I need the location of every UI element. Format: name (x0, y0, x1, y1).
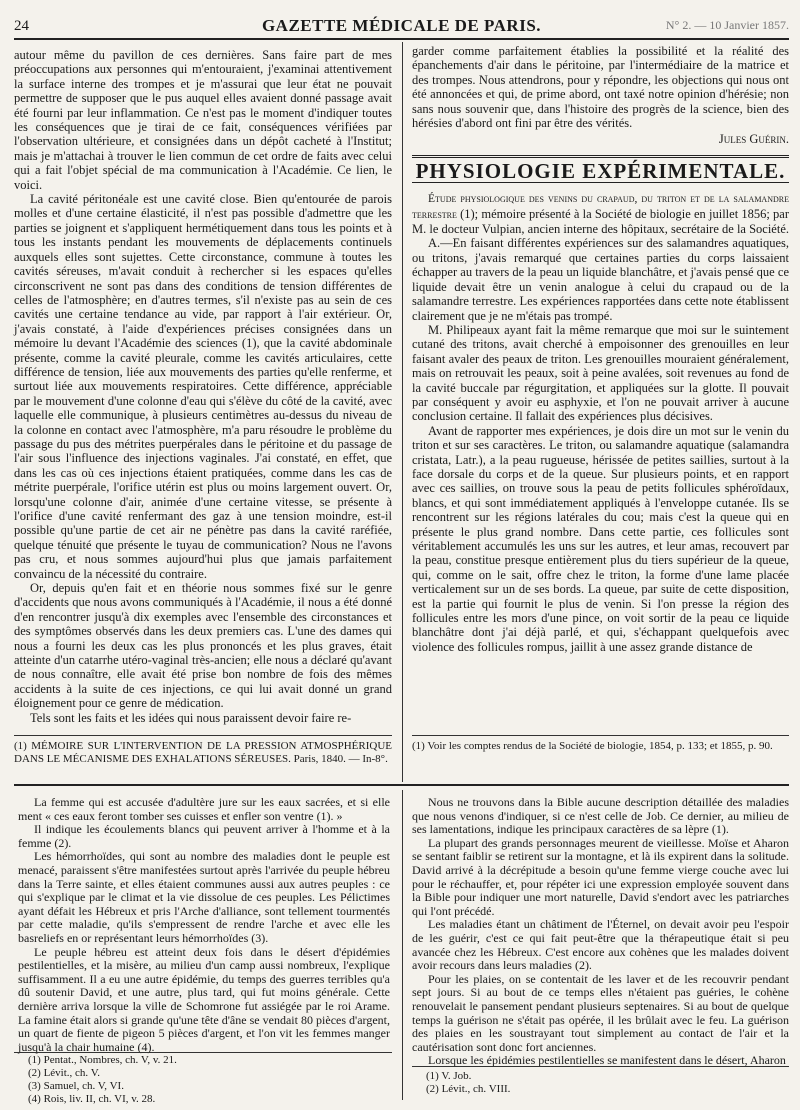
paragraph: autour même du pavillon de ces dernières. Sans faire part de mes préoccupations aux personnes qui m'entouraient, j'examinai attentivement la surface interne des trompes et je m'assurai que leur état ne pouvait permettre de supposer que le pus auquel elles avaient donné passage avait été fourni par leur inflammation. Ce n'est pas le moment d'indiquer toutes les conséquences que je tirai de ce fait, conséquences vérifiées par l'observation ultérieure, et consignées dans un dépôt cacheté à l'Institut; mais je m'attachai à trouver le lien commun de cet ordre de faits avec celui qui a fait l'objet spécial de ma communication à l'Académie. Ce lien, le voici. (14, 48, 392, 192)
footnote-text: (3) Samuel, ch. V, VI. (28, 1080, 124, 1092)
paragraph: Avant de rapporter mes expériences, je dois dire un mot sur le venin du triton et sur ses caractères. Le triton, ou salamandre aquatique (salamandra cristata, Latr.), a la peau rugueuse, hérissée de petites saillies, surtout à la face dorsale du corps et de la queue. Sur plusieurs points, et en rapport avec ces saillies, on trouve sous la peau de petits follicules sphéroïdaux, blancs, et qui sont immédiatement appliqués à l'enveloppe cutanée. Ils se rencontrent sur les régions latérales du cou; mais c'est la queue qui en présente le plus grand nombre. Dans cette partie, ces follicules sont véritablement accumulés les uns sur les autres, et leur amas, recouvert par la peau, constitue presque entièrement plus du tiers supérieur de la queue, qui, comme on le sait, offre chez le triton, la forme d'une lame placée verticalement sur un de ses bords. La queue, par suite de cette disposition, est la partie qui fournit le plus de venin. Si l'on presse la région des follicules entre les mors d'une pince, on voit sortir de la peau ce liquide blanchâtre dont j'ai déjà parlé, et qui, s'échappant quelquefois avec violence des follicules rompus, jaillit à une assez grande distance de (412, 423, 789, 654)
paragraph: Il indique les écoulements blancs qui peuvent arriver à l'homme et à la femme (2). (18, 822, 390, 850)
paragraph: Lorsque les épidémies pestilentielles se manifestent dans le désert, Aharon (428, 1053, 786, 1068)
footnote-top-right (412, 740, 789, 774)
footnote-text: (2) Lévit., ch. VIII. (426, 1083, 511, 1095)
paragraph: Les hémorrhoïdes, qui sont au nombre des maladies dont le peuple est menacé, paraissent s'être manifestées surtout après l'arrivée du peuple hébreu dans la Terre sainte, et elles étaient communes aussi aux autres peuples : ce qui s'explique par le climat et la vie dissolue de ces peuples. Les Pélictimes ayant défait les Hébreux et pris l'Arche d'alliance, sont tellement tourmentés par cette maladie, qu'ils s'empressent de rendre l'arche et avec elle les basreliefs en or représentant leurs hémorrhoïdes (3). (18, 849, 390, 945)
bottom-right-column (412, 795, 789, 1068)
section-heading: PHYSIOLOGIE EXPÉRIMENTALE. (412, 155, 789, 183)
footnote-text: (1) Pentat., Nombres, ch. V, v. 21. (28, 1054, 177, 1066)
paragraph: La femme qui est accusée d'adultère jure sur les eaux sacrées, et si elle ment « ces eaux feront tomber ses cuisses et enfler son ventre (1). » (18, 795, 390, 823)
article-title-caps: Étude physiologique des venins du crapaud, du triton et de la salamandre terrestre (412, 193, 789, 221)
paragraph: M. Philipeaux ayant fait la même remarque que moi sur le suintement cutané des tritons, avait cherché à empoisonner des grenouilles en leur faisant avaler des peaux de triton. Les grenouilles mouraient généralement, mais on retrouvait les peaux, soit à peine avalées, soit revenues au fond de la cavité buccale par régurgitation, et appliquées sur la glotte. Il pouvait par conséquent y avoir eu asphyxie, et l'on ne pouvait arriver à aucune conclusion certaine. Il fallait des expériences plus décisives. (412, 322, 789, 424)
paragraph: Tels sont les faits et les idées qui nous paraissent devoir faire re- (30, 710, 352, 725)
paragraph: La plupart des grands personnages meurent de vieillesse. Moïse et Aharon se sentant faiblir se retirent sur la montagne, et là ils expirent dans la solitude. David arrivé à la décrépitude a besoin qu'une femme vierge couche avec lui pour le réchauffer, et, pour répéter ici une expression employée souvent dans la Bible pour indiquer une mort naturelle, David s'endort avec les patriarches qui l'ont précédé. (412, 835, 789, 918)
footnotes-bottom-left (28, 1054, 390, 1108)
paragraph: Or, depuis qu'en fait et en théorie nous sommes fixé sur le genre d'accidents que nous avons communiqués à l'Académie, il nous a été donné d'en rencontrer jusqu'à dix exemples avec l'ensemble des circonstances et des symptômes observés dans les deux premiers cas. L'une des dames qui nous a fourni les deux cas les plus prononcés et les plus graves, était atteinte d'un catarrhe utéro-vaginal très-ancien; elle nous a déclaré qu'avant de nous connaître, elle avait été prise bon nombre de fois des mêmes accidents à la suite de ces injections, ce qui lui avait donné un grand éloignement pour ce genre de médication. (14, 581, 392, 711)
author-signature: Jules Guérin. (718, 132, 789, 147)
footnote-text: (1) V. Job. (426, 1070, 472, 1082)
footnotes-bottom-right (426, 1070, 788, 1104)
footnote-text: (4) Rois, liv. II, ch. VI, v. 28. (28, 1093, 156, 1105)
paragraph: garder comme parfaitement établies la possibilité et la réalité des épanchements d'air dans le péritoine, par l'intermédiaire de la matrice et des trompes. Nous attendrons, pour y répondre, les objections qui nous ont été annoncées et qui, de prime abord, ont taxé notre opinion d'hérésie; non sans nous souvenir que, dans l'histoire des progrès de la science, bien des hérésies d'abord ont fini par être des vérités. (412, 44, 789, 131)
footnote-top-left (14, 740, 392, 774)
footnote-text: (1) MÉMOIRE SUR L'INTERVENTION DE LA PRESSION ATMOSPHÉRIQUE DANS LE MÉCANISME DES EXHALATIONS SÉREUSES. Paris, 1840. — In-8°. (14, 740, 392, 765)
newspaper-page (14, 0, 789, 1110)
top-right-column (412, 44, 789, 730)
article-title-rest: (1); mémoire présenté à la Société de biologie en juillet 1856; par M. le docteur Vulpian, ancien interne des hôpitaux, secrétaire de la Société. (412, 206, 790, 237)
issue-info: N° 2. — 10 Janvier 1857. (665, 18, 789, 32)
paragraph: Les maladies étant un châtiment de l'Éternel, on devait avoir peu l'espoir de les guérir, c'est ce qui fait peut-être que la thérapeutique était si peu avancée chez les Hébreux. C'est encore aux cohènes que les malades doivent avoir recours dans leurs maladies (2). (412, 917, 789, 973)
paragraph: Pour les plaies, on se contentait de les laver et de les recouvrir pendant sept jours. Si au bout de ce temps elles n'étaient pas guéries, le cohène renouvelait le pansement pendant plusieurs septenaires. Si au bout de quelque temps la guérison ne s'était pas opérée, il les brûlait avec le feu. La guérison des plaies en les soustrayant tout simplement au contact de l'air et la cautérisation sont donc fort anciennes. (412, 971, 789, 1054)
paragraph: Nous ne trouvons dans la Bible aucune description détaillée des maladies que nous venons d'indiquer, si ce n'est celle de Job. Ce dernier, au milieu de ses lamentations, indique les principaux caractères de sa lèpre (1). (412, 795, 789, 837)
footnote-text: (2) Lévit., ch. V. (28, 1067, 100, 1079)
section-separator (14, 784, 789, 786)
paragraph: A.—En faisant différentes expériences sur des salamandres aquatiques, ou tritons, j'avais remarqué que certaines parties du corps laissaient échapper au travers de la peau un liquide blanchâtre, et j'avais pensé que ce liquide devait être un venin analogue à celui du crapaud ou de la salamandre terrestre. Les expériences rapportées dans cette note établissent clairement que je ne m'étais pas trompé. (412, 236, 789, 323)
article-title (412, 191, 789, 236)
column-divider (402, 790, 403, 1100)
footnote-rule (14, 1052, 392, 1053)
paragraph: La cavité péritonéale est une cavité close. Bien qu'entourée de parois molles et d'une certaine élasticité, il n'est pas possible d'admettre que les parties se joignent et s'appliquent hermétiquement dans tous les points et à tous les instants pendant les mouvements de déplacements continuels auxquels elles sont sujettes. Cette circonstance, commune à toutes les cavités séreuses, m'avait conduit à rechercher si les espaces qu'elles circonscrivent ne sont pas dans des conditions de tension différentes de celles de l'atmosphère; en d'autres termes, s'il n'existe pas au sein de ces cavités une certaine tendance au vide, par rapport à l'air extérieur. Or, j'avais constaté, à l'aide d'expériences précises consignées dans un mémoire lu devant l'Académie des sciences (1), que la cavité abdominale présente, comme la cavité pleurale, comme les cavités articulaires, cette différence de tension, liée aux mouvements des parties qu'elle renferme, et surtout liée aux mouvements respiratoires. Cette différence, appréciable par le mouvement d'une colonne d'eau qui s'élève du côté de la cavité, avec laquelle elle communique, à plusieurs centimètres au-dessus du niveau de la colonne en contact avec l'atmosphère, m'a paru résoudre le problème du passage du pus des métrites puerpérales dans le péritoine et du passage de l'air sous l'influence des injections vaginales. J'ai constaté, en effet, que dans les cas où ces injections étaient pratiquées, comme dans les cas de métrite puerpérale, l'orifice utérin est plus ou moins largement ouvert. Or, lorsqu'une colonne d'air, animée d'une certaine vitesse, se présente à l'orifice d'une cavité renfermant des gaz à une tension moindre, est-il possible qu'une partie de cet air ne pénètre pas dans la cavité raréfiée, quelque ténuité que présente le tuyau de communication? Nous ne l'avons pas cru, et nous sommes aujourd'hui plus que jamais parfaitement convaincu de la nécessité du contraire. (14, 192, 392, 581)
column-divider (402, 42, 403, 782)
top-left-column (14, 48, 392, 728)
page-number: 24 (14, 18, 29, 34)
footnote-rule (412, 735, 789, 736)
footnote-text: (1) Voir les comptes rendus de la Société de biologie, 1854, p. 133; et 1855, p. 90. (412, 740, 773, 752)
page-header (14, 14, 789, 40)
footnote-rule (412, 1066, 789, 1067)
footnote-rule (14, 735, 392, 736)
paragraph: Le peuple hébreu est atteint deux fois dans le désert d'épidémies pestilentielles, et la misère, au milieu d'un camp aussi nombreux, l'explique suffisamment. Il a eu une autre épidémie, du temps des guerres terribles qu'a dû soutenir David, et une autre, plus tard, qui fut moins générale. Cette dernière arriva lorsque la ville de Schomrone fut assiégée par le roi Arame. La famine était alors si grande qu'une tête d'âne se vendait 80 pièces d'argent, un quart de fiente de pigeon 5 pièces d'argent, et l'on vit les femmes manger jusqu'à la chair humaine (4). (18, 944, 390, 1054)
journal-title: GAZETTE MÉDICALE DE PARIS. (261, 16, 542, 35)
bottom-left-column (18, 795, 390, 1054)
